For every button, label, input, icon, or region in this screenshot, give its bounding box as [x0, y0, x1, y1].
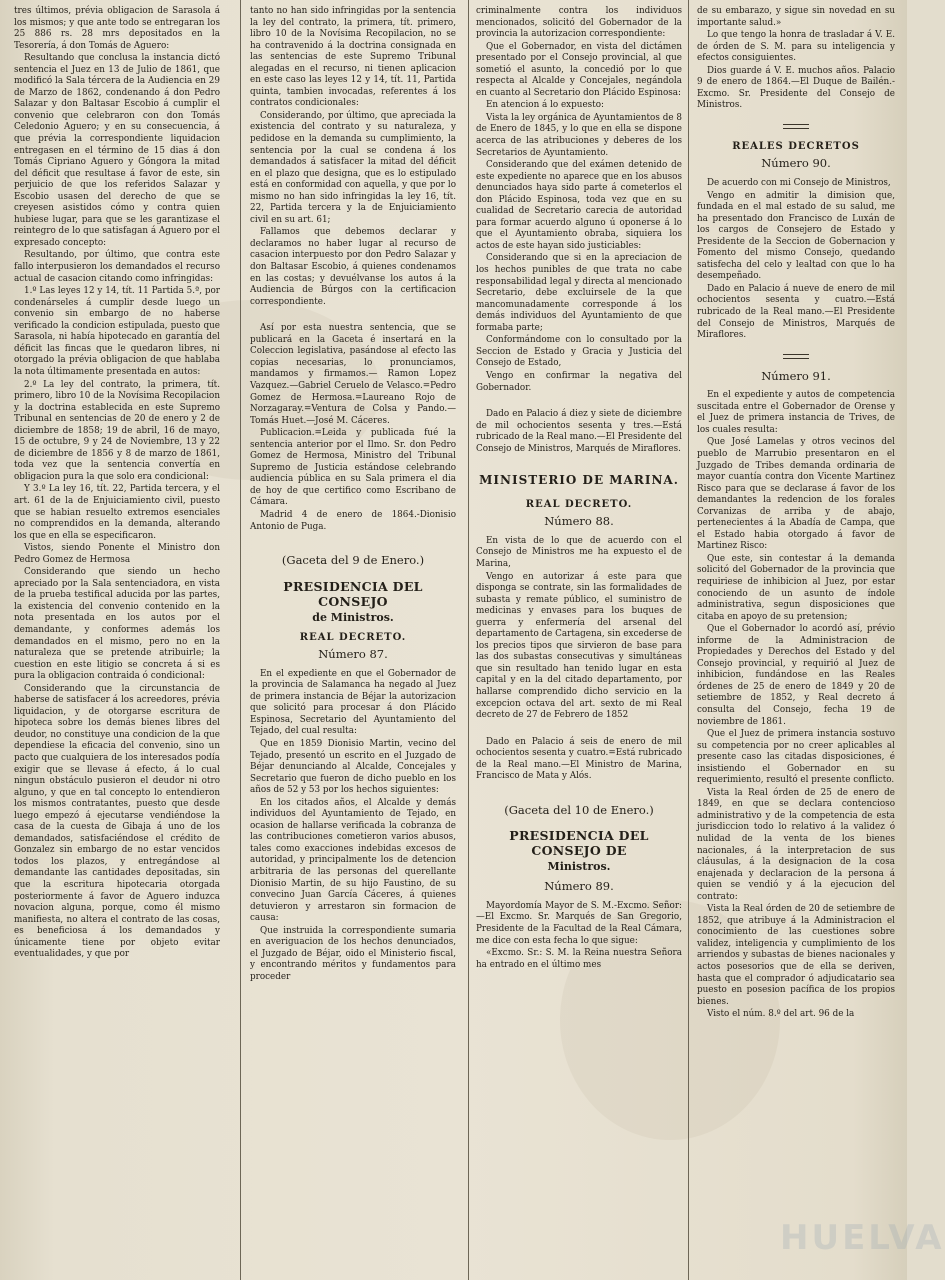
paragraph: 2.º La ley del contrato, la primera, tít. primero, libro 10 de la Novísima Recopilacion y la doctrina establecida en este Supremo Tribunal en sentencias de 20 de enero y 2 de diciembre de 1858; 19 de abril, 16 de mayo, 15 de octubre, 9 y 24 de Noviembre, 13 y 22 de diciembre de 1856 y 8 de marzo de 1861, toda vez que la sentencia convertía en obligacion pura la que solo era condicional: — [14, 379, 220, 482]
paragraph: En el expediente en que el Gobernador de la provincia de Salamanca ha negado al Juez de primera instancia de Béjar la autorizacion que solicitó para procesar á don Plácido Espinosa, Secretario del Ayuntamiento del Tejado, del cual resulta: — [250, 668, 456, 737]
paragraph: En el expediente y autos de competencia suscitada entre el Gobernador de Orense y el Juez de primera instancia de Trives, de los cuales resulta: — [697, 390, 895, 435]
paragraph: Mayordomía Mayor de S. M.-Excmo. Señor:—El Excmo. Sr. Marqués de San Gregorio, Presidente de la Facultad de la Real Cámara, me dice con esta fecha lo que sigue: — [476, 900, 682, 946]
decree-heading: REAL DECRETO. — [299, 631, 407, 643]
gazette-date-heading: (Gaceta del 10 de Enero.) — [504, 802, 654, 817]
text-column-1 — [14, 6, 220, 1274]
paragraph: Vengo en confirmar la negativa del Gobernador. — [476, 370, 682, 393]
paragraph: 1.º Las leyes 12 y 14, tít. 11 Partida 5.ª, por condenárseles á cumplir desde luego un convenio sin embargo de no haberse verificado la condicion estipulada, puesto que Sarasola, ni había hipotecado en garantía del déficit las fincas que le quedaron libres, ni otorgado la prévia obligacion de que hablaba la nota últimamente presentada en autos: — [14, 286, 220, 377]
paragraph: Así por esta nuestra sentencia, que se publicará en la Gaceta é insertará en la Coleccion legislativa, pasándose al efecto las copias necesarias, lo pronunciamos, mandamos y firmamos.— Ramon Lopez Vazquez.—Gabriel Ceruelo de Velasco.=Pedro Gomez de Hermosa.=Laureano Rojo de Norzagaray.=Ventura de Colsa y Pando.—Tomás Huet.—José M. Cáceres. — [250, 323, 456, 426]
decree-heading: REALES DECRETOS — [732, 140, 860, 152]
paragraph: Resultando, por último, que contra este fallo interpusieron los demandados el recurso actual de casacion citando como infringidas: — [14, 250, 220, 284]
paragraph: En vista de lo que de acuerdo con el Consejo de Ministros me ha expuesto el de Marina, — [476, 535, 682, 569]
paragraph: Considerando que si en la apreciacion de los hechos punibles de que trata no cabe responsabilidad legal y directa al mencionado Secretario, debe excluirsele de la que mancomunadamente corresponde á los demás individuos del Ayuntamiento de que formaba parte; — [476, 253, 682, 333]
section-separator — [783, 354, 809, 359]
section-heading: PRESIDENCIA DEL CONSEJO — [283, 578, 423, 609]
paragraph: Madrid 4 de enero de 1864.-Dionisio Antonio de Puga. — [250, 509, 456, 532]
paragraph: Fallamos que debemos declarar y declaramos no haber lugar al recurso de casacion interpuesto por don Pedro Salazar y don Baltasar Escobio, á quienes condenamos en las costas; y devuélvanse los autos á la Audiencia de Búrgos con la certificacion correspondiente. — [250, 227, 456, 307]
paragraph: Que este, sin contestar á la demanda solicitó del Gobernador de la provincia que requiriese de inhibicion al Juez, por estar conociendo de un asunto de índole administrativa, segun disposiciones que citaba en apoyo de su pretension; — [697, 553, 895, 622]
decree-number: Número 87. — [318, 647, 388, 662]
paragraph: Que en 1859 Dionisio Martin, vecino del Tejado, presentó un escrito en el Juzgado de Béjar denunciando al Alcalde, Concejales y Secretario que fueron de dicho pueblo en los años de 52 y 53 por los hechos siguientes: — [250, 738, 456, 796]
spacer — [476, 395, 682, 409]
paragraph: Considerando, por último, que apreciada la existencia del contrato y su naturaleza, y pedidose en la demanda su cumplimiento, la sentencia por la cual se condena á los demandados á satisfacer la mitad del déficit en el plazo que designa, que es lo estipulado está en conformidad con aquella, y que por lo mismo no han sido infringidas la ley 16, tít. 22, Partida tercera y la de Enjuiciamiento civil en su art. 61; — [250, 110, 456, 225]
paragraph: Vista la Real órden de 25 de enero de 1849, en que se declara contencioso administrativo y de la competencia de esta jurisdiccion todo lo relativo á la validez ó nulidad de la venta de los bienes nacionales, á la interpretacion de sus cláusulas, á la designacion de la cosa enajenada y declaracion de la persona á quien se vendió y á la ejecucion del contrato: — [697, 787, 895, 902]
decree-heading: REAL DECRETO. — [525, 498, 633, 510]
decree-number: Número 90. — [761, 156, 831, 171]
text-column-3 — [476, 6, 682, 1274]
paragraph: Dios guarde á V. E. muchos años. Palacio 9 de enero de 1864.—El Duque de Bailén.- Excmo. Sr. Presidente del Consejo de Ministros. — [697, 65, 895, 111]
paragraph: de su embarazo, y sigue sin novedad en su importante salud.» — [697, 6, 895, 28]
text-column-2 — [250, 6, 456, 1274]
paragraph: Considerando que la circunstancia de haberse de satisfacer á los acreedores, prévia liquidacion, y de otorgarse escritura de hipoteca sobre los demás bienes libres del deudor, no constituye una condicion de la que dependiese la eficacia del convenio, sino un pacto que cualquiera de los interesados podía exigir que se llevase á efecto, á lo cual ningun obstáculo pusieron el deudor ni otro alguno, y que en tal concepto lo entendieron los mismos contratantes, puesto que desde luego empezó á ejecutarse vendiéndose la casa de la cuesta de Gibaja á uno de los demandados, satisfaciéndose el crédito de Gonzalez sin embargo de no estar vencidos todos los plazos, y entregándose al demandante las cantidades depositadas, sin que la escritura hipotecaria otorgada posteriormente á favor de Aguero induzca novacion alguna, porque, como él mismo manifiesta, no altera el contrato de las cosas, es beneficiosa á los demandados y únicamente tiene por objeto evitar eventualidades, y que por — [14, 683, 220, 960]
paragraph: Publicacion.=Leida y publicada fué la sentencia anterior por el Ilmo. Sr. don Pedro Gomez de Hermosa, Ministro del Tribunal Supremo de Justicia estándose celebrando audiencia pública en su Sala primera el dia de hoy de que certifico como Escribano de Cámara. — [250, 428, 456, 508]
paragraph: Que el Gobernador lo acordó así, prévio informe de la Administracion de Propiedades y Derechos del Estado y del Consejo provincial, y requirió al Juez de inhibicion, fundándose en las Reales órdenes de 25 de enero de 1849 y 20 de setiembre de 1852, y Real decreto á consulta del Consejo, fecha 19 de noviembre de 1861. — [697, 624, 895, 727]
gazette-date-heading: (Gaceta del 9 de Enero.) — [281, 553, 425, 568]
paragraph: Conformándome con lo consultado por la Seccion de Estado y Gracia y Justicia del Consejo de Estado, — [476, 335, 682, 369]
paragraph: En los citados años, el Alcalde y demás individuos del Ayuntamiento de Tejado, en ocasion de hallarse verificada la cobranza de las contribuciones cometieron varios abusos, tales como exacciones indebidas excesos de autoridad, y principalmente los de detencion arbitraria de las personas del querellante Dionisio Martin, de su hijo Faustino, de su convecino Juan García Cáceres, á quienes detuvieron y arrestaron sin formacion de causa: — [250, 797, 456, 924]
paragraph: Que instruida la correspondiente sumaria en averiguacion de los hechos denunciados, el Juzgado de Béjar, oido el Ministerio fiscal, y encontrando méritos y fundamentos para proceder — [250, 925, 456, 982]
paragraph: Visto el núm. 8.º del art. 96 de la — [707, 1009, 855, 1020]
paragraph: Que José Lamelas y otros vecinos del pueblo de Marrubio presentaron en el Juzgado de Tribes demanda ordinaria de mayor cuantía contra don Vicente Martinez Risco para que se declarase á favor de los demandantes la redencion de los forales Corvanizas de arriba y de abajo, pertenecientes á la Abadía de Campa, que el Estado habia otorgado á favor de Martinez Risco: — [697, 437, 895, 552]
paragraph: Resultando que conclusa la instancia dictó sentencia el Juez en 13 de Julio de 1861, que modificó la Sala tércera de la Audiencia en 29 de Marzo de 1862, condenando á don Pedro Salazar y don Baltasar Escobio á cumplir el convenio que celebraron con don Tomás Celedonio Aguero; y en su consecuencia, á que prévia la correspondiente liquidacion entregasen en el término de 15 dias á don Tomás Cipriano Aguero y Góngora la mitad del déficit que resultase á favor de este, sin perjuicio de que los referidos Salazar y Escobio usasen del derecho de que se creyesen asistidos cómo y contra quien hubiese lugar, para que se les garantizase el reintegro de lo que satisfagan á Aguero por el expresado concepto: — [14, 53, 221, 248]
column-rule — [688, 0, 689, 1280]
spacer — [250, 309, 456, 323]
section-subheading: Ministros. — [547, 860, 611, 874]
paragraph: Lo que tengo la honra de trasladar á V. E. de órden de S. M. para su inteligencia y efectos consiguientes. — [697, 30, 895, 64]
paragraph: «Excmo. Sr.: S. M. la Reina nuestra Señora ha entrado en el último mes — [476, 948, 682, 970]
section-heading: PRESIDENCIA DEL CONSEJO DE — [509, 828, 649, 859]
paragraph: En atencion á lo expuesto: — [486, 100, 604, 111]
paragraph: Vengo en admitir la dimision que, fundada en el mal estado de su salud, me ha presentado don Francisco de Luxán de los cargos de Consejero de Estado y Presidente de la Seccion de Gobernacion y Fomento del mismo Consejo, quedando satisfecha del celo y lealtad con que lo ha desempeñado. — [697, 190, 895, 282]
paragraph: Dado en Palacio á diez y siete de diciembre de mil ochocientos sesenta y tres.—Está rubricado de la Real mano.—El Presidente del Consejo de Ministros, Marqués de Miraflores. — [476, 409, 682, 454]
paragraph: criminalmente contra los individuos mencionados, solicitó del Gobernador de la provincia la autorizacion correspondiente: — [476, 6, 682, 40]
spacer — [476, 723, 682, 737]
paragraph: Vista la ley orgánica de Ayuntamientos de 8 de Enero de 1845, y lo que en ella se dispone acerca de las atribuciones y deberes de los Secretarios de Ayuntamiento. — [476, 112, 682, 158]
paragraph: De acuerdo con mi Consejo de Ministros, — [707, 178, 891, 189]
column-rule — [468, 0, 469, 1280]
column-rule — [240, 0, 241, 1280]
text-column-4 — [697, 6, 895, 1274]
paragraph: Que el Gobernador, en vista del dictámen presentado por el Consejo provincial, al que sometió el asunto, la concedió por lo que respecta al Alcalde y Concejales, negándola en cuanto al Secretario don Plácido Espinosa: — [476, 41, 682, 98]
section-separator — [783, 124, 809, 129]
section-subheading: de Ministros. — [312, 610, 394, 624]
decree-number: Número 91. — [761, 368, 831, 383]
paragraph: tres últimos, prévia obligacion de Sarasola á los mismos; y que ante todo se entregaran los 25 886 rs. 28 mrs depositados en la Tesorería, á don Tomás de Aguero: — [14, 6, 220, 51]
paragraph: Y 3.º La ley 16, tít. 22, Partida tercera, y el art. 61 de la de Enjuiciamiento civil, puesto que se habian resuelto extremos esenciales no comprendidos en la demanda, alterando los que en ella se especificaron. — [14, 484, 220, 541]
decree-number: Número 88. — [544, 514, 614, 529]
paragraph: Que el Juez de primera instancia sostuvo su competencia por no creer aplicables al presente caso las citadas disposiciones, é insistiendo el Gobernador en su requerimiento, resultó el presente conflicto. — [697, 729, 895, 786]
paragraph: Vistos, siendo Ponente el Ministro don Pedro Gomez de Hermosa — [14, 543, 220, 565]
library-watermark: HUELVA — [780, 1218, 945, 1258]
paragraph: Vengo en autorizar á este para que disponga se contrate, sin las formalidades de subasta y remate público, el suministro de medicinas y envases para los buques de guerra y enfermería del arsenal del departamento de Cartagena, sin excederse de los precios tipos que sirvieron de base para las dos subastas consecutivas y simultáneas que sin resultado han tenido lugar en esta capital y en la del citado departamento, por hallarse comprendido dicho servicio en la excepcion octava del art. sexto de mi Real decreto de 27 de Febrero de 1852 — [476, 571, 682, 721]
paragraph: Considerando que del exámen detenido de este expediente no aparece que en los abusos denunciados haya sido parte á cometerlos el don Plácido Espinosa, toda vez que en su cualidad de Secretario carecia de autoridad para formar acuerdo alguno ú oponerse á lo que el Ayuntamiento obraba, siquiera los actos de este hayan sido justiciables: — [476, 160, 682, 251]
paragraph: Vista la Real órden de 20 de setiembre de 1852, que atribuye á la Administracion el conocimiento de las cuestiones sobre validez, inteligencia y cumplimiento de los arriendos y subastas de bienes nacionales y actos posesorios que de ella se deriven, hasta que el comprador ó adjudicatario sea puesto en posesion pacífica de los propios bienes. — [697, 904, 895, 1007]
paragraph: Considerando que siendo un hecho apreciado por la Sala sentenciadora, en vista de la prueba testifical aducida por las partes, la existencia del convenio contenido en la nota presentada en los autos por el demandante, y conformes además los demandados en el mismo, pero no en la naturaleza que se pretende atribuirle; la cuestion en este litigio se concreta á si es pura la obligacion contraida ó condicional: — [14, 567, 220, 682]
paragraph: Dado en Palacio á seis de enero de mil ochocientos sesenta y cuatro.=Está rubricado de la Real mano.—El Ministro de Marina, Francisco de Mata y Alós. — [476, 736, 682, 782]
ministry-heading: MINISTERIO DE MARINA. — [479, 473, 679, 488]
decree-number: Número 89. — [544, 879, 614, 894]
paragraph: Dado en Palacio á nueve de enero de mil ochocientos sesenta y cuatro.—Está rubricado de la Real mano.—El Presidente del Consejo de Ministros, Marqués de Miraflores. — [697, 283, 895, 341]
paragraph: tanto no han sido infringidas por la sentencia la ley del contrato, la primera, tít. primero, libro 10 de la Novísima Recopilacion, no se ha contravenido á la doctrina consignada en las sentencias de este Supremo Tribunal alegadas en el recurso, ni tienen aplicacion en este caso las leyes 12 y 14, tít. 11, Partida quinta, tambien invocadas, referentes á los contratos condicionales: — [250, 6, 456, 109]
